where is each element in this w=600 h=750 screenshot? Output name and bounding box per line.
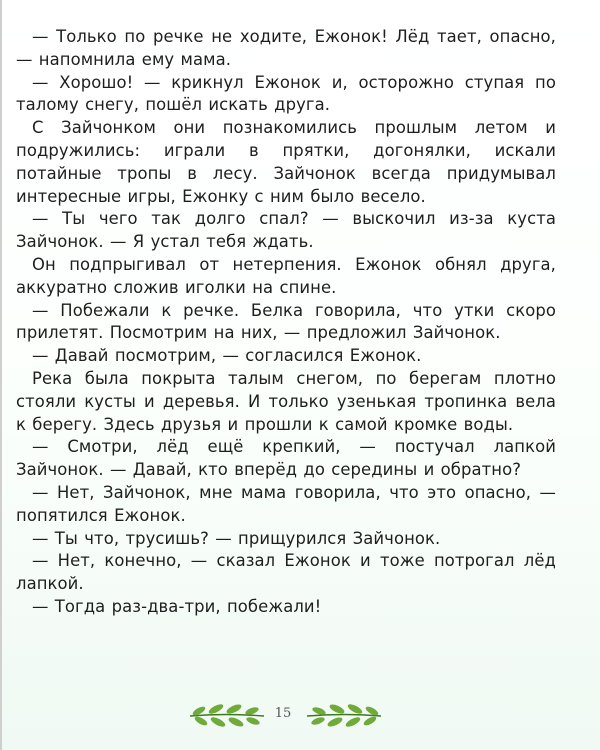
page-number: 15 — [274, 706, 292, 721]
story-text — [16, 26, 556, 619]
paragraph: — Побежали к речке. Белка говорила, что утки скоро прилетят. Посмотрим на них, — предложил Зайчонок. — [16, 300, 556, 343]
paragraph: — Смотри, лёд ещё крепкий, — постучал лапкой Зайчонок. — Давай, кто вперёд до середины и обратно? — [16, 437, 556, 480]
paragraph: — Давай посмотрим, — согласился Ежонок. — [32, 346, 422, 366]
paragraph: Он подпрыгивал от нетерпения. Ежонок обнял друга, аккуратно сложив иголки на спине. — [16, 254, 556, 297]
paragraph: — Только по речке не ходите, Ежонок! Лёд тает, опасно, — напомнила ему мама. — [16, 27, 556, 69]
leaf-sprig-icon — [186, 700, 266, 730]
paragraph: — Ты что, трусишь? — прищурился Зайчонок. — [32, 528, 441, 548]
paragraph: — Нет, конечно, — сказал Ежонок и тоже потрогал лёд лапкой. — [16, 551, 556, 594]
paragraph: — Ты чего так долго спал? — выскочил из-за куста Зайчонок. — Я устал тебя ждать. — [16, 209, 556, 252]
leaf-sprig-icon — [305, 700, 385, 730]
page-edge — [0, 0, 2, 750]
paragraph: — Тогда раз-два-три, побежали! — [32, 596, 322, 616]
paragraph: С Зайчонком они познакомились прошлым летом и подружились: играли в прятки, догонялки, искали потайные тропы в лесу. Зайчонок всегда придумывал интересные игры, Ежонку с ним было весело. — [16, 118, 556, 206]
paragraph: — Нет, Зайчонок, мне мама говорила, что это опасно, — попятился Ежонок. — [16, 482, 556, 525]
page-footer — [0, 700, 600, 730]
paragraph: Река была покрыта талым снегом, по берегам плотно стояли кусты и деревья. И только узенькая тропинка вела к берегу. Здесь друзья и прошли к самой кромке воды. — [16, 368, 556, 434]
paragraph: — Хорошо! — крикнул Ежонок и, осторожно ступая по талому снегу, пошёл искать друга. — [16, 72, 556, 115]
